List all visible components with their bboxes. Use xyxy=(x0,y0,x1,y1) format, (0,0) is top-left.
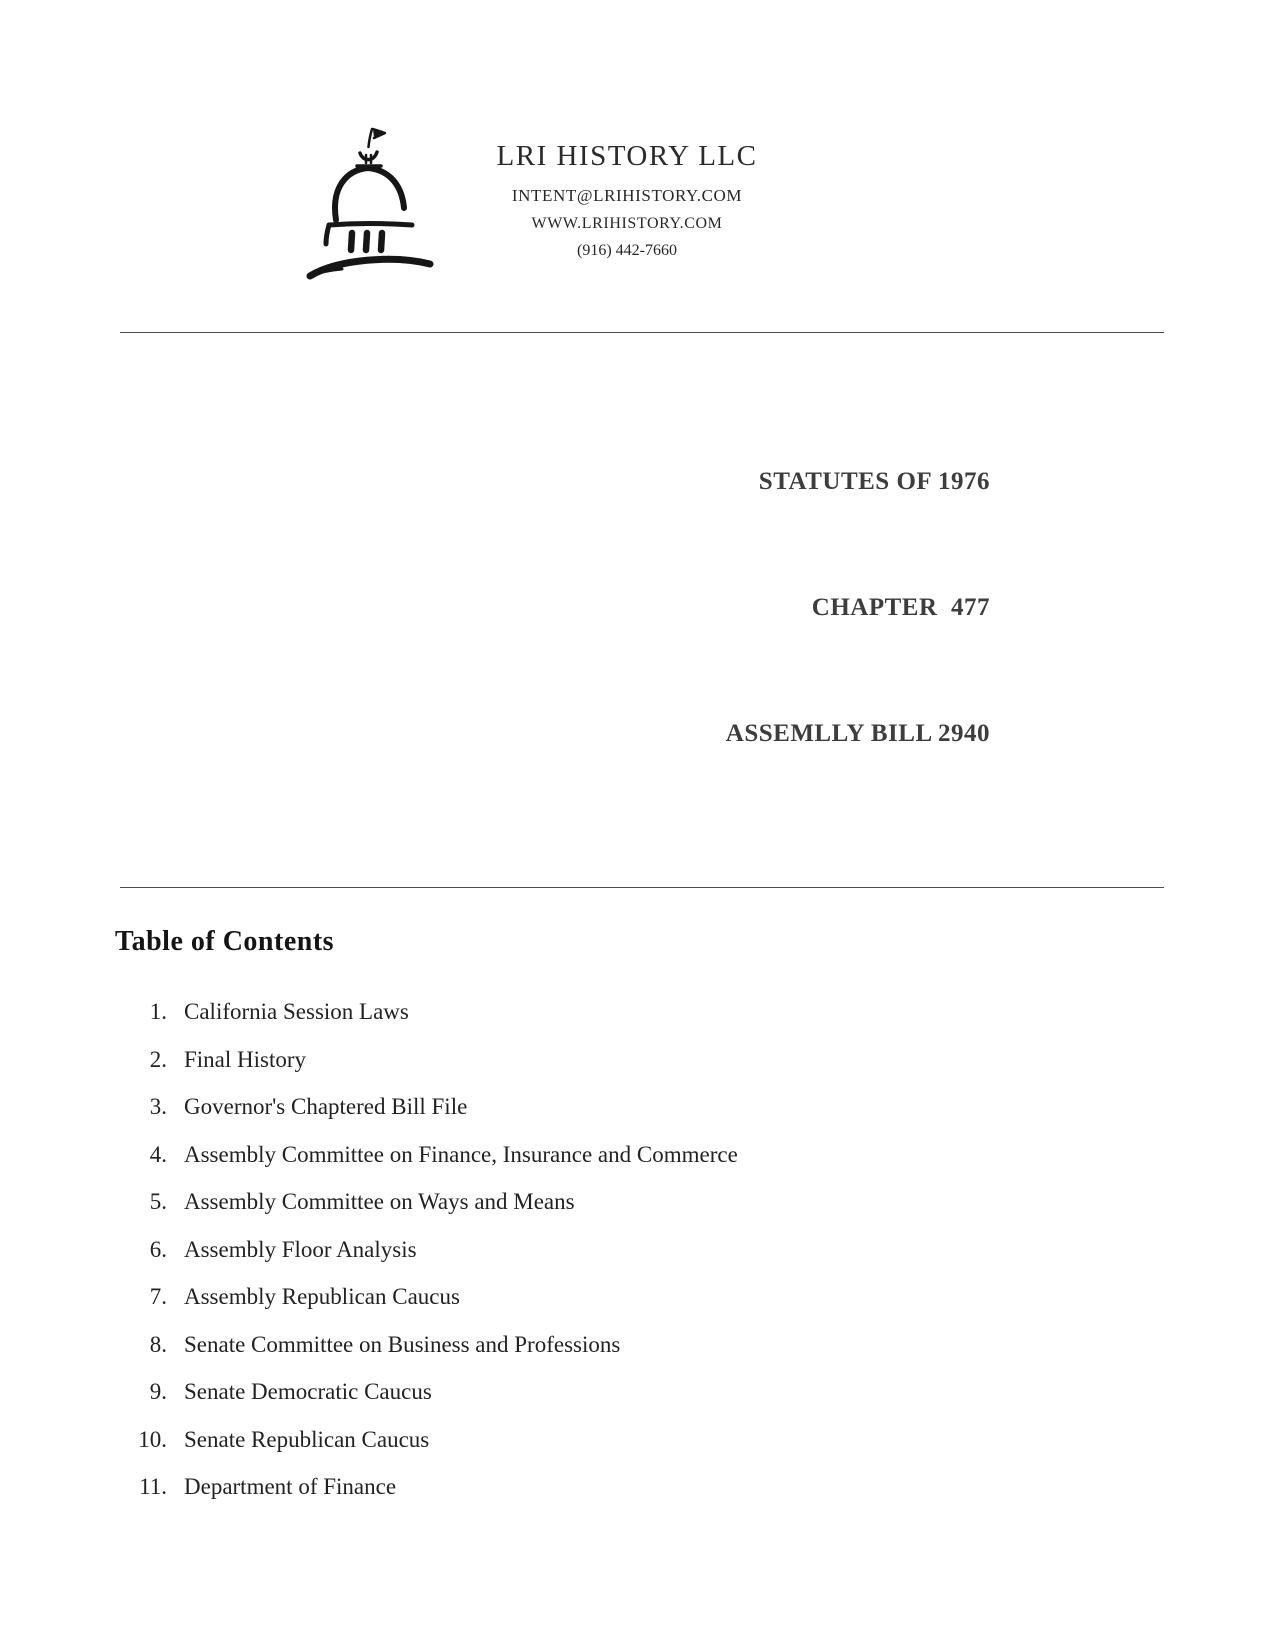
chapter-line: CHAPTER 477 xyxy=(811,594,990,621)
toc-item-number: 8. xyxy=(149,1331,167,1357)
toc-item xyxy=(115,1083,1276,1131)
toc-item-label: Senate Democratic Caucus xyxy=(184,1379,432,1404)
toc-item-label: Assembly Floor Analysis xyxy=(184,1236,417,1262)
toc-item-number: 9. xyxy=(149,1379,167,1404)
toc-item xyxy=(115,1131,1276,1179)
toc-item-label: Assembly Committee on Finance, Insurance and Commerce xyxy=(184,1141,738,1167)
toc-item-number: 4. xyxy=(149,1141,167,1167)
toc-item-label: California Session Laws xyxy=(184,999,409,1024)
email-text: INTENT@LRIHISTORY.COM xyxy=(511,186,743,205)
statute-title-block xyxy=(0,377,1276,839)
toc-item xyxy=(115,1178,1276,1226)
toc-item-number: 6. xyxy=(149,1236,167,1262)
toc-item xyxy=(115,1368,1276,1416)
toc-item xyxy=(115,1463,1276,1511)
toc-item-number: 2. xyxy=(149,1046,167,1072)
toc-item-label: Senate Committee on Business and Professions xyxy=(184,1331,621,1357)
phone-text: (916) 442-7660 xyxy=(577,242,677,259)
toc-item xyxy=(115,1416,1276,1464)
toc-item xyxy=(115,1226,1276,1274)
statutes-line: STATUTES OF 1976 xyxy=(758,468,990,495)
toc-item-number: 11. xyxy=(139,1474,167,1499)
toc-item-label: Final History xyxy=(184,1046,307,1072)
toc-item-number: 5. xyxy=(149,1189,167,1214)
toc-item-number: 10. xyxy=(138,1426,167,1452)
toc-item-label: Governor's Chaptered Bill File xyxy=(184,1094,468,1119)
table-of-contents xyxy=(0,926,1276,1511)
company-name: LRI HISTORY LLC xyxy=(496,140,758,172)
capitol-logo-icon xyxy=(296,124,446,292)
toc-item xyxy=(115,1036,1276,1084)
toc-item-number: 7. xyxy=(149,1284,167,1309)
toc-item-number: 3. xyxy=(149,1094,167,1119)
divider-top xyxy=(120,332,1164,333)
contact-block xyxy=(472,124,782,260)
divider-bottom xyxy=(120,887,1164,888)
website-text: WWW.LRIHISTORY.COM xyxy=(531,215,723,232)
toc-heading: Table of Contents xyxy=(115,926,335,957)
toc-item-label: Assembly Republican Caucus xyxy=(184,1284,460,1309)
toc-item-label: Department of Finance xyxy=(184,1474,397,1499)
toc-item-label: Assembly Committee on Ways and Means xyxy=(184,1189,575,1214)
toc-item-number: 1. xyxy=(149,999,167,1024)
toc-item xyxy=(115,988,1276,1036)
toc-item xyxy=(115,1273,1276,1321)
letterhead xyxy=(0,0,1276,292)
toc-item-label: Senate Republican Caucus xyxy=(184,1426,430,1452)
toc-list xyxy=(115,988,1276,1511)
toc-item xyxy=(115,1321,1276,1369)
bill-line: ASSEMLLY BILL 2940 xyxy=(725,720,990,747)
